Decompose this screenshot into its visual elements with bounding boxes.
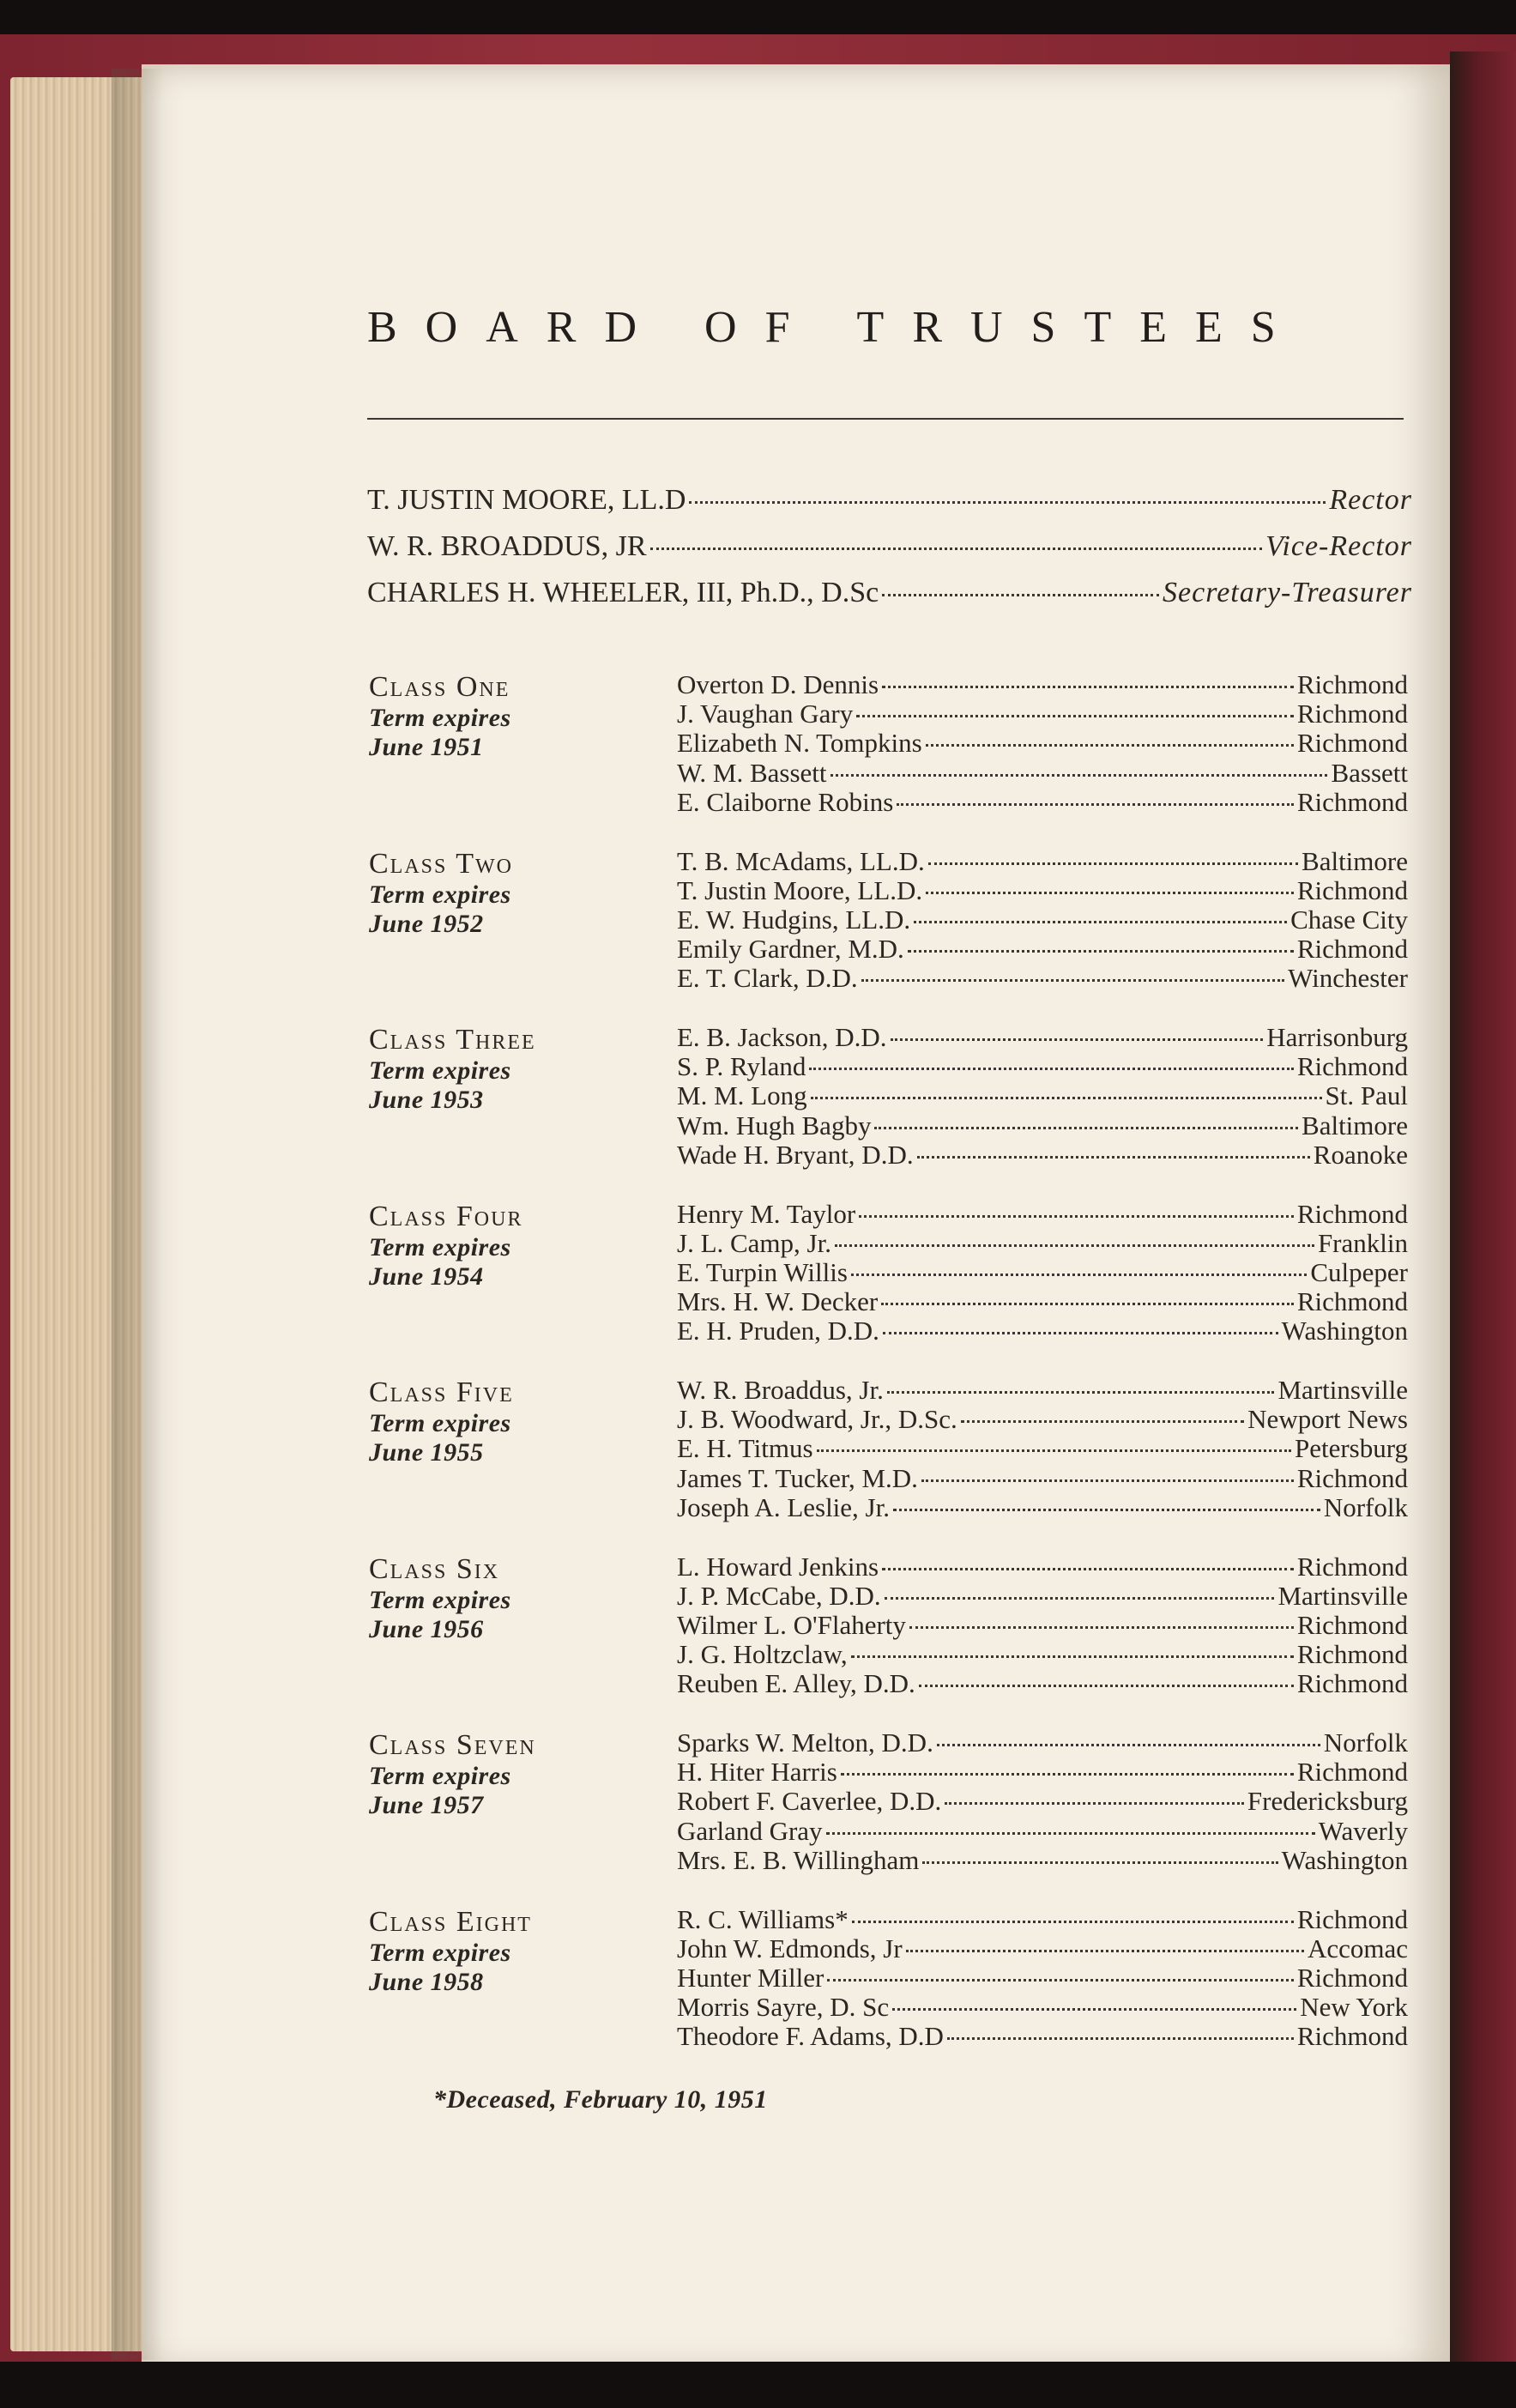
member-name: Robert F. Caverlee, D.D. bbox=[677, 1786, 942, 1817]
footnote: *Deceased, February 10, 1951 bbox=[433, 2085, 768, 2114]
class-member-list bbox=[677, 846, 1408, 993]
member-city: Washington bbox=[1281, 1844, 1408, 1875]
member-name: Garland Gray bbox=[677, 1815, 823, 1846]
class-term: Term expires bbox=[369, 1938, 511, 1967]
member-row bbox=[677, 934, 1408, 963]
officer-name: CHARLES H. WHEELER, III, Ph.D., D.Sc bbox=[367, 577, 879, 608]
member-name: L. Howard Jenkins bbox=[677, 1551, 879, 1582]
member-name: Joseph A. Leslie, Jr. bbox=[677, 1491, 890, 1522]
class-term-date: June 1952 bbox=[369, 909, 484, 938]
class-label bbox=[369, 1376, 652, 1467]
member-row bbox=[677, 1316, 1408, 1345]
member-row bbox=[677, 1051, 1408, 1080]
member-row bbox=[677, 963, 1408, 992]
class-label bbox=[369, 671, 652, 762]
member-row bbox=[677, 1463, 1408, 1492]
class-title: Class Two bbox=[369, 847, 514, 880]
member-name: E. H. Titmus bbox=[677, 1433, 813, 1464]
member-row bbox=[677, 1639, 1408, 1668]
member-row bbox=[677, 1492, 1408, 1522]
member-city: Richmond bbox=[1296, 1757, 1408, 1788]
class-label bbox=[369, 1201, 652, 1292]
member-row bbox=[677, 1552, 1408, 1581]
member-city: Richmond bbox=[1296, 874, 1408, 905]
dot-leader bbox=[809, 1061, 1293, 1070]
member-row bbox=[677, 1110, 1408, 1140]
class-term-date: June 1955 bbox=[369, 1438, 484, 1467]
member-row bbox=[677, 787, 1408, 816]
member-city: Franklin bbox=[1317, 1227, 1408, 1258]
member-name: Henry M. Taylor bbox=[677, 1198, 856, 1229]
member-row bbox=[677, 2021, 1408, 2050]
class-term: Term expires bbox=[369, 1409, 511, 1437]
class-member-list bbox=[677, 1727, 1408, 1874]
member-name: Wade H. Bryant, D.D. bbox=[677, 1139, 914, 1170]
member-city: Richmond bbox=[1296, 1668, 1408, 1699]
class-term-date: June 1956 bbox=[369, 1614, 484, 1643]
dot-leader bbox=[945, 1795, 1244, 1805]
member-row bbox=[677, 1992, 1408, 2021]
dot-leader bbox=[891, 1032, 1264, 1041]
dot-leader bbox=[830, 767, 1328, 777]
member-row bbox=[677, 1140, 1408, 1169]
member-row bbox=[677, 1375, 1408, 1404]
class-member-list bbox=[677, 669, 1408, 816]
member-row bbox=[677, 1727, 1408, 1757]
dot-leader bbox=[921, 1473, 1294, 1482]
member-row bbox=[677, 1022, 1408, 1051]
member-row bbox=[677, 1080, 1408, 1110]
member-city: Baltimore bbox=[1302, 845, 1408, 876]
member-city: Waverly bbox=[1318, 1815, 1408, 1846]
member-name: J. L. Camp, Jr. bbox=[677, 1227, 831, 1258]
member-city: Richmond bbox=[1296, 1609, 1408, 1640]
member-city: Roanoke bbox=[1313, 1139, 1408, 1170]
member-city: Richmond bbox=[1296, 1903, 1408, 1934]
class-member-list bbox=[677, 1375, 1408, 1522]
dot-leader bbox=[689, 494, 1326, 504]
dot-leader bbox=[851, 1267, 1307, 1276]
dot-leader bbox=[852, 1914, 1294, 1923]
title-rule bbox=[367, 418, 1404, 420]
dot-leader bbox=[811, 1090, 1322, 1099]
class-term: Term expires bbox=[369, 880, 511, 909]
member-row bbox=[677, 846, 1408, 875]
class-title: Class Six bbox=[369, 1552, 500, 1585]
member-name: T. B. McAdams, LL.D. bbox=[677, 845, 925, 876]
member-city: Richmond bbox=[1296, 1286, 1408, 1317]
class-term-date: June 1954 bbox=[369, 1261, 484, 1291]
member-city: Norfolk bbox=[1323, 1727, 1408, 1758]
member-name: R. C. Williams* bbox=[677, 1903, 849, 1934]
member-row bbox=[677, 1845, 1408, 1874]
class-label bbox=[369, 1906, 652, 1997]
member-row bbox=[677, 1433, 1408, 1462]
dot-leader bbox=[835, 1237, 1314, 1247]
member-row bbox=[677, 758, 1408, 787]
member-city: Culpeper bbox=[1310, 1256, 1408, 1287]
member-name: Morris Sayre, D. Sc bbox=[677, 1992, 890, 2023]
officer-role: Rector bbox=[1329, 484, 1412, 516]
member-row bbox=[677, 905, 1408, 934]
dot-leader bbox=[882, 587, 1159, 596]
member-row bbox=[677, 1228, 1408, 1257]
dot-leader bbox=[937, 1737, 1320, 1746]
dot-leader bbox=[909, 1619, 1294, 1629]
officer-role: Vice-Rector bbox=[1265, 530, 1412, 562]
member-name: J. Vaughan Gary bbox=[677, 699, 854, 729]
dot-leader bbox=[861, 972, 1284, 982]
member-city: Richmond bbox=[1296, 699, 1408, 729]
member-city: Bassett bbox=[1331, 757, 1408, 788]
member-city: New York bbox=[1300, 1992, 1408, 2023]
class-label bbox=[369, 848, 652, 939]
dot-leader bbox=[887, 1384, 1275, 1394]
class-term-date: June 1951 bbox=[369, 733, 484, 761]
member-name: E. B. Jackson, D.D. bbox=[677, 1022, 887, 1052]
member-row bbox=[677, 1404, 1408, 1433]
member-name: Wilmer L. O'Flaherty bbox=[677, 1609, 906, 1640]
member-name: Emily Gardner, M.D. bbox=[677, 934, 904, 965]
member-name: J. P. McCabe, D.D. bbox=[677, 1580, 881, 1611]
class-member-list bbox=[677, 1904, 1408, 2051]
class-title: Class Four bbox=[369, 1200, 523, 1232]
page-title: BOARD OF TRUSTEES bbox=[367, 303, 1304, 352]
class-title: Class Five bbox=[369, 1376, 514, 1408]
member-city: Baltimore bbox=[1302, 1110, 1408, 1140]
member-city: Winchester bbox=[1288, 963, 1408, 994]
member-city: Richmond bbox=[1296, 728, 1408, 759]
class-title: Class One bbox=[369, 671, 510, 703]
class-member-list bbox=[677, 1199, 1408, 1346]
member-name: E. W. Hudgins, LL.D. bbox=[677, 904, 911, 935]
class-member-list bbox=[677, 1022, 1408, 1169]
member-row bbox=[677, 1610, 1408, 1639]
officer-name: T. JUSTIN MOORE, LL.D bbox=[367, 484, 686, 516]
member-name: H. Hiter Harris bbox=[677, 1757, 837, 1788]
member-name: E. Turpin Willis bbox=[677, 1256, 848, 1287]
officer-name: W. R. BROADDUS, JR bbox=[367, 530, 647, 562]
member-name: Sparks W. Melton, D.D. bbox=[677, 1727, 933, 1758]
member-row bbox=[677, 699, 1408, 728]
member-name: Elizabeth N. Tompkins bbox=[677, 728, 922, 759]
member-name: Wm. Hugh Bagby bbox=[677, 1110, 872, 1140]
member-city: Richmond bbox=[1296, 669, 1408, 699]
dot-leader bbox=[928, 856, 1298, 865]
member-city: Harrisonburg bbox=[1266, 1022, 1408, 1052]
officer-row-rector bbox=[367, 484, 1412, 523]
dot-leader bbox=[827, 1972, 1294, 1981]
class-term: Term expires bbox=[369, 1585, 511, 1614]
class-term-date: June 1958 bbox=[369, 1967, 484, 1996]
member-name: E. H. Pruden, D.D. bbox=[677, 1316, 879, 1346]
dot-leader bbox=[881, 1296, 1294, 1305]
dot-leader bbox=[906, 1943, 1304, 1952]
dot-leader bbox=[897, 796, 1294, 806]
member-city: Fredericksburg bbox=[1247, 1786, 1408, 1817]
officer-row-secretary-treasurer bbox=[367, 577, 1412, 616]
dot-leader bbox=[882, 1561, 1294, 1570]
member-city: Chase City bbox=[1290, 904, 1408, 935]
class-label bbox=[369, 1024, 652, 1115]
member-name: Hunter Miller bbox=[677, 1962, 824, 1993]
member-row bbox=[677, 1668, 1408, 1697]
member-name: Mrs. H. W. Decker bbox=[677, 1286, 879, 1317]
dot-leader bbox=[926, 885, 1294, 894]
member-name: M. M. Long bbox=[677, 1080, 807, 1111]
member-city: Washington bbox=[1281, 1316, 1408, 1346]
dot-leader bbox=[826, 1825, 1315, 1835]
member-name: E. T. Clark, D.D. bbox=[677, 963, 858, 994]
member-row bbox=[677, 1581, 1408, 1610]
member-name: E. Claiborne Robins bbox=[677, 786, 894, 817]
member-city: Martinsville bbox=[1277, 1375, 1408, 1405]
dot-leader bbox=[919, 1678, 1294, 1687]
dot-leader bbox=[650, 541, 1263, 550]
member-city: Martinsville bbox=[1277, 1580, 1408, 1611]
member-row bbox=[677, 1199, 1408, 1228]
member-city: Accomac bbox=[1307, 1933, 1408, 1963]
dot-leader bbox=[851, 1649, 1294, 1658]
dot-leader bbox=[856, 708, 1294, 717]
member-row bbox=[677, 1257, 1408, 1286]
dot-leader bbox=[961, 1413, 1244, 1423]
member-name: W. M. Bassett bbox=[677, 757, 827, 788]
member-row bbox=[677, 1904, 1408, 1933]
dot-leader bbox=[926, 737, 1294, 747]
class-title: Class Seven bbox=[369, 1729, 536, 1761]
member-name: John W. Edmonds, Jr bbox=[677, 1933, 903, 1963]
class-term: Term expires bbox=[369, 1232, 511, 1261]
dot-leader bbox=[893, 1502, 1320, 1511]
member-city: Richmond bbox=[1296, 934, 1408, 965]
member-city: Norfolk bbox=[1323, 1491, 1408, 1522]
dot-leader bbox=[914, 914, 1287, 923]
member-name: Overton D. Dennis bbox=[677, 669, 879, 699]
member-city: Richmond bbox=[1296, 1962, 1408, 1993]
dot-leader bbox=[817, 1443, 1291, 1452]
class-term-date: June 1953 bbox=[369, 1086, 484, 1114]
class-title: Class Three bbox=[369, 1024, 536, 1056]
member-name: T. Justin Moore, LL.D. bbox=[677, 874, 923, 905]
member-row bbox=[677, 1286, 1408, 1316]
member-city: Richmond bbox=[1296, 1051, 1408, 1082]
class-term: Term expires bbox=[369, 704, 511, 732]
class-label bbox=[369, 1729, 652, 1820]
member-row bbox=[677, 1757, 1408, 1786]
member-name: Theodore F. Adams, D.D bbox=[677, 2021, 944, 2052]
member-city: Richmond bbox=[1296, 1639, 1408, 1670]
member-name: S. P. Ryland bbox=[677, 1051, 806, 1082]
member-city: Newport News bbox=[1247, 1404, 1408, 1435]
dot-leader bbox=[859, 1208, 1294, 1218]
officer-role: Secretary-Treasurer bbox=[1163, 577, 1412, 608]
member-city: Richmond bbox=[1296, 1462, 1408, 1493]
member-row bbox=[677, 1933, 1408, 1963]
member-row bbox=[677, 1963, 1408, 1992]
class-term: Term expires bbox=[369, 1762, 511, 1790]
dot-leader bbox=[917, 1149, 1310, 1159]
member-row bbox=[677, 728, 1408, 757]
member-row bbox=[677, 1816, 1408, 1845]
dot-leader bbox=[874, 1120, 1298, 1129]
dot-leader bbox=[885, 1590, 1275, 1600]
member-city: Petersburg bbox=[1294, 1433, 1408, 1464]
dot-leader bbox=[892, 2001, 1296, 2011]
officer-row-vice-rector bbox=[367, 530, 1412, 570]
member-city: Richmond bbox=[1296, 786, 1408, 817]
member-name: Mrs. E. B. Willingham bbox=[677, 1844, 920, 1875]
member-row bbox=[677, 669, 1408, 699]
dot-leader bbox=[908, 943, 1294, 953]
member-row bbox=[677, 1786, 1408, 1815]
dot-leader bbox=[922, 1854, 1277, 1864]
class-term-date: June 1957 bbox=[369, 1791, 484, 1819]
member-name: James T. Tucker, M.D. bbox=[677, 1462, 918, 1493]
member-city: Richmond bbox=[1296, 1551, 1408, 1582]
dot-leader bbox=[841, 1766, 1294, 1776]
member-city: Richmond bbox=[1296, 1198, 1408, 1229]
member-name: J. B. Woodward, Jr., D.Sc. bbox=[677, 1404, 957, 1435]
class-term: Term expires bbox=[369, 1056, 511, 1085]
class-label bbox=[369, 1553, 652, 1644]
dot-leader bbox=[882, 679, 1294, 688]
member-row bbox=[677, 875, 1408, 905]
member-city: Richmond bbox=[1296, 2021, 1408, 2052]
member-name: W. R. Broaddus, Jr. bbox=[677, 1375, 884, 1405]
class-title: Class Eight bbox=[369, 1905, 532, 1938]
dot-leader bbox=[947, 2030, 1294, 2040]
member-city: St. Paul bbox=[1325, 1080, 1408, 1111]
dot-leader bbox=[883, 1325, 1278, 1334]
member-name: Reuben E. Alley, D.D. bbox=[677, 1668, 915, 1699]
member-name: J. G. Holtzclaw, bbox=[677, 1639, 848, 1670]
class-member-list bbox=[677, 1552, 1408, 1698]
